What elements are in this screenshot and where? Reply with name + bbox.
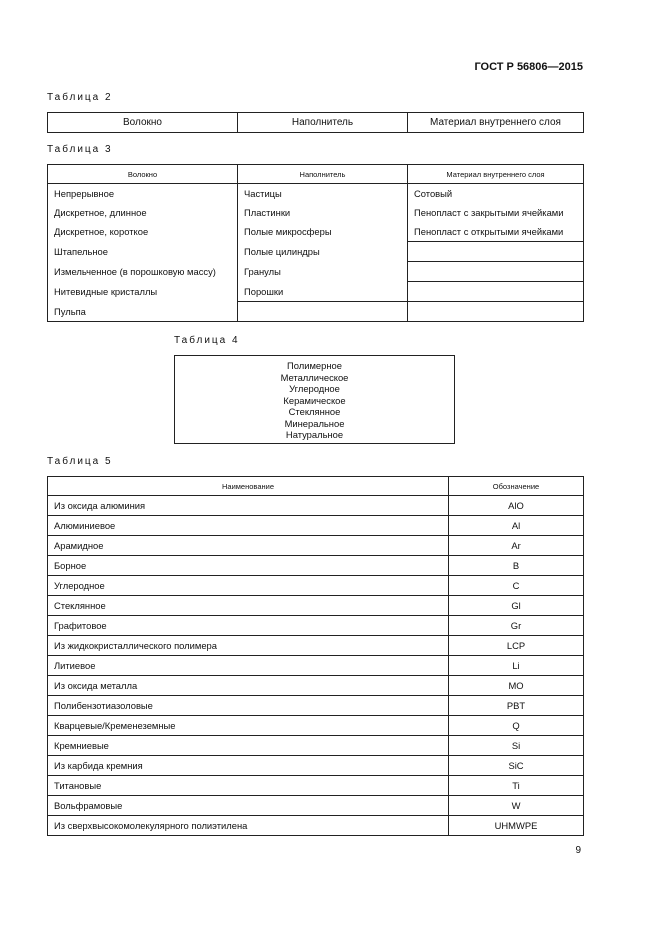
table-cell: Ti [449, 776, 584, 796]
list-item: Полимерное [287, 360, 342, 371]
table-cell: Q [449, 716, 584, 736]
table3-header-inner-layer: Материал внутреннего слоя [408, 165, 584, 184]
table-cell: Полые микросферы [238, 222, 408, 242]
list-item: Натуральное [285, 429, 344, 440]
table-cell: Полые цилиндры [238, 242, 408, 262]
table-cell: Пенопласт с открытыми ячейками [408, 222, 584, 242]
table-row [48, 796, 584, 816]
table5-header-name: Наименование [48, 477, 449, 496]
table2-caption: Таблица 2 [47, 92, 113, 103]
table-5 [47, 476, 584, 836]
list-item: Стеклянное [288, 406, 341, 417]
table-row [48, 816, 584, 836]
table-cell: Алюминиевое [48, 516, 449, 536]
table-cell: LCP [449, 636, 584, 656]
table-cell: SiC [449, 756, 584, 776]
table-row [48, 536, 584, 556]
table-cell: Из жидкокристаллического полимера [48, 636, 449, 656]
table-row [48, 696, 584, 716]
table-cell: Сотовый [408, 184, 584, 204]
table-cell: Гранулы [238, 262, 408, 282]
table-row [48, 302, 584, 322]
table-cell [408, 262, 584, 282]
table-cell: Полибензотиазоловые [48, 696, 449, 716]
table-cell: Непрерывное [48, 184, 238, 204]
table-cell: Вольфрамовые [48, 796, 449, 816]
table5-header-code: Обозначение [449, 477, 584, 496]
table-cell: MO [449, 676, 584, 696]
list-item: Керамическое [283, 394, 346, 406]
table-4 [174, 355, 455, 444]
table-cell: Пенопласт с закрытыми ячейками [408, 203, 584, 222]
table-cell: Арамидное [48, 536, 449, 556]
table-cell: Gl [449, 596, 584, 616]
table-cell: PBT [449, 696, 584, 716]
table-cell: Li [449, 656, 584, 676]
table-cell: Al [449, 516, 584, 536]
table-cell: Из оксида алюминия [48, 496, 449, 516]
table4-caption: Таблица 4 [174, 335, 240, 346]
table-cell: AlO [449, 496, 584, 516]
table-cell: Из карбида кремния [48, 756, 449, 776]
table-cell: Порошки [238, 282, 408, 302]
table-row [48, 636, 584, 656]
table-cell: Кварцевые/Кременеземные [48, 716, 449, 736]
table-row [48, 556, 584, 576]
table-cell: Пульпа [48, 302, 238, 322]
table-header-row [48, 477, 584, 496]
table-cell: Углеродное [48, 576, 449, 596]
table-cell: Титановые [48, 776, 449, 796]
page-number: 9 [575, 845, 581, 856]
table2-header-filler: Наполнитель [238, 113, 408, 133]
table-row [48, 756, 584, 776]
table-cell: Из оксида металла [48, 676, 449, 696]
table-cell: Борное [48, 556, 449, 576]
table-cell: C [449, 576, 584, 596]
table-cell: W [449, 796, 584, 816]
table-cell: UHMWPE [449, 816, 584, 836]
table-row [48, 736, 584, 756]
table3-header-fiber: Волокно [48, 165, 238, 184]
table-header-row [48, 165, 584, 184]
table-row [48, 776, 584, 796]
table-row [48, 113, 584, 133]
table-3 [47, 164, 584, 322]
table-row [48, 203, 584, 222]
table5-caption: Таблица 5 [47, 456, 113, 467]
list-item: Углеродное [289, 383, 340, 394]
table-cell: Si [449, 736, 584, 756]
table-row [48, 656, 584, 676]
table-cell [238, 302, 408, 322]
table-cell: Дискретное, длинное [48, 203, 238, 222]
table-cell: B [449, 556, 584, 576]
table-cell: Gr [449, 616, 584, 636]
table-row [48, 222, 584, 242]
table-cell [408, 242, 584, 262]
table-row [48, 262, 584, 282]
table-cell: Литиевое [48, 656, 449, 676]
table-cell: Пластинки [238, 203, 408, 222]
list-item: Металлическое [280, 371, 349, 383]
table3-caption: Таблица 3 [47, 144, 113, 155]
table2-header-inner-layer: Материал внутреннего слоя [408, 113, 584, 133]
table2-header-fiber: Волокно [48, 113, 238, 133]
table-cell: Дискретное, короткое [48, 222, 238, 242]
table-row [48, 576, 584, 596]
table-cell: Стеклянное [48, 596, 449, 616]
table-cell [408, 282, 584, 302]
table-row [48, 282, 584, 302]
table-row [48, 184, 584, 204]
table3-header-filler: Наполнитель [238, 165, 408, 184]
table-cell: Из сверхвысокомолекулярного полиэтилена [48, 816, 449, 836]
table-row [48, 676, 584, 696]
table-row [48, 596, 584, 616]
table-row [48, 716, 584, 736]
table-row [48, 242, 584, 262]
table-row [48, 496, 584, 516]
table-row [48, 616, 584, 636]
list-item: Минеральное [284, 417, 345, 429]
table-2 [47, 112, 584, 133]
table-row [48, 516, 584, 536]
table-cell: Графитовое [48, 616, 449, 636]
table-cell: Измельченное (в порошковую массу) [48, 262, 238, 282]
table-cell: Штапельное [48, 242, 238, 262]
table-cell: Ar [449, 536, 584, 556]
table-cell: Кремниевые [48, 736, 449, 756]
standard-number: ГОСТ Р 56806—2015 [474, 61, 583, 73]
table-cell: Частицы [238, 184, 408, 204]
table-cell: Нитевидные кристаллы [48, 282, 238, 302]
table-cell [408, 302, 584, 322]
